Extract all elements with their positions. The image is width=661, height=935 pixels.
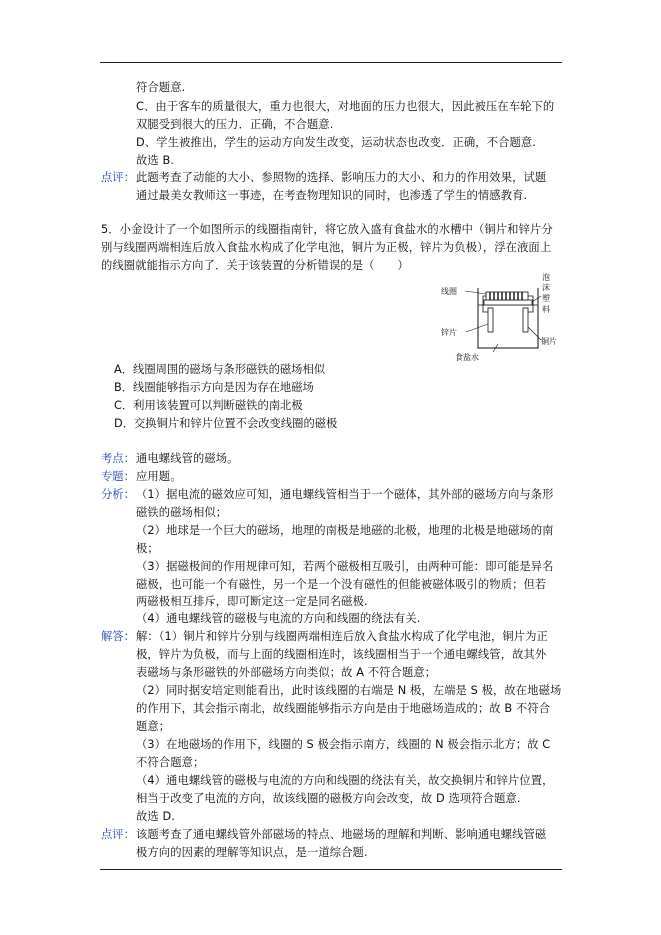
analysis-line-4: 极； <box>136 542 159 555</box>
header-rule <box>100 62 562 63</box>
option-d: D．交换铜片和锌片位置不会改变线圈的磁极 <box>114 417 338 430</box>
answer-line-8: 不符合题意； <box>136 756 205 769</box>
review-line-1: 该题考查了通电螺线管外部磁场的特点、地磁场的理解和判断、影响通电螺线管磁 <box>136 828 547 841</box>
copper-plate <box>523 308 528 332</box>
coil-winding <box>486 292 528 300</box>
question-line-1: 5．小金设计了一个如图所示的线圈指南针，将它放入盛有食盐水的水槽中（铜片和锌片分 <box>101 223 553 236</box>
answer-line-2: 极，锌片为负极，而与上面的线圈相连时，该线圈相当于一个通电螺线管，故其外 <box>136 648 547 661</box>
zinc-plate <box>488 308 493 332</box>
prev-review-label: 点评： <box>101 171 135 184</box>
answer-line-4: （2）同时据安培定则能看出，此时该线圈的右端是 N 极，左端是 S 极，故在地磁场 <box>136 684 562 697</box>
zhuanti-text: 应用题。 <box>136 470 182 483</box>
prev-review-line-1: 此题考查了动能的大小、参照物的选择、影响压力的大小、和力的作用效果，试题 <box>136 171 547 184</box>
review-line-2: 极方向的因素的理解等知识点，是一道综合题. <box>136 846 368 859</box>
prev-line-2: C、由于客车的质量很大，重力也很大，对地面的压力也很大，因此被压在车轮下的 <box>136 100 555 113</box>
analysis-line-6: 磁极，也可能一个有磁性，另一个是一个没有磁性的但能被磁体吸引的物质；但若 <box>136 578 547 591</box>
answer-line-9: （4）通电螺线管的磁极与电流的方向和线圈的绕法有关，故交换铜片和锌片位置， <box>136 774 554 787</box>
answer-label: 解答： <box>101 630 135 643</box>
answer-line-11: 故选 D. <box>136 810 175 823</box>
prev-review-line-2: 通过最美女教师这一事迹，在考查物理知识的同时，也渗透了学生的情感教育. <box>136 189 528 202</box>
kaodian-text: 通电螺线管的磁场。 <box>136 452 239 465</box>
label-foam-3: 塑 <box>542 294 550 303</box>
coil-compass-diagram <box>438 272 562 366</box>
prev-line-1: 符合题意. <box>136 81 186 94</box>
answer-line-5: 的作用下，其会指示南北，故线圈能够指示方向是由于地磁场造成的；故 B 不符合 <box>136 702 551 715</box>
option-c: C．利用该装置可以判断磁铁的南北极 <box>114 399 303 412</box>
footer-rule <box>100 869 562 870</box>
answer-line-10: 相当于改变了电流的方向，故该线圈的磁极方向会改变，故 D 选项符合题意. <box>136 792 521 805</box>
prev-line-4: D、学生被推出，学生的运动方向发生改变，运动状态也改变．正确，不合题意. <box>136 136 536 149</box>
foam-board <box>484 300 532 305</box>
label-zinc: 锌片 <box>441 328 457 337</box>
answer-line-7: （3）在地磁场的作用下，线圈的 S 极会指示南方，线圈的 N 极会指示北方；故 C <box>136 738 551 751</box>
analysis-line-8: （4）通电螺线管的磁极与电流的方向和线圈的绕法有关. <box>136 612 421 625</box>
label-foam-2: 沫 <box>542 283 550 292</box>
analysis-line-7: 两磁极相互排斥，即可断定这一定是同名磁极. <box>136 595 368 608</box>
answer-line-1: 解：（1）铜片和锌片分别与线圈两端相连后放入食盐水构成了化学电池，铜片为正 <box>136 630 548 643</box>
analysis-line-2: 磁铁的磁场相似； <box>136 506 228 519</box>
option-b: B．线圈能够指示方向是因为存在地磁场 <box>114 381 314 394</box>
label-salt-water: 食盐水 <box>455 353 479 362</box>
kaodian-label: 考点： <box>101 452 135 465</box>
prev-line-3: 双腿受到很大的压力．正确，不合题意. <box>136 118 334 131</box>
answer-line-3: 表磁场与条形磁铁的外部磁场方向类似；故 A 不符合题意； <box>136 666 437 679</box>
analysis-line-3: （2）地球是一个巨大的磁场，地理的南极是地磁的北极，地理的北极是地磁场的南 <box>136 524 554 537</box>
analysis-line-1: （1）据电流的磁效应可知，通电螺线管相当于一个磁体，其外部的磁场方向与条形 <box>136 488 554 501</box>
prev-line-5: 故选 B. <box>136 154 175 167</box>
analysis-line-5: （3）据磁极间的作用规律可知，若两个磁极相互吸引，由两种可能：即可能是异名 <box>136 560 554 573</box>
option-a: A．线圈周围的磁场与条形磁铁的磁场相似 <box>114 363 326 376</box>
answer-line-6: 题意； <box>136 720 171 733</box>
analysis-label: 分析： <box>101 488 135 501</box>
question-line-2: 别与线圈两端相连后放入食盐水构成了化学电池，铜片为正极，锌片为负极），浮在液面上 <box>101 241 552 254</box>
review-label: 点评： <box>101 828 135 841</box>
label-foam-4: 料 <box>542 305 550 314</box>
label-foam-1: 泡 <box>542 273 550 282</box>
label-copper: 铜片 <box>541 337 557 346</box>
label-coil: 线圈 <box>441 287 457 296</box>
question-line-3: 的线圈就能指示方向了．关于该装置的分析错误的是（ ） <box>101 259 409 272</box>
zhuanti-label: 专题： <box>101 470 135 483</box>
